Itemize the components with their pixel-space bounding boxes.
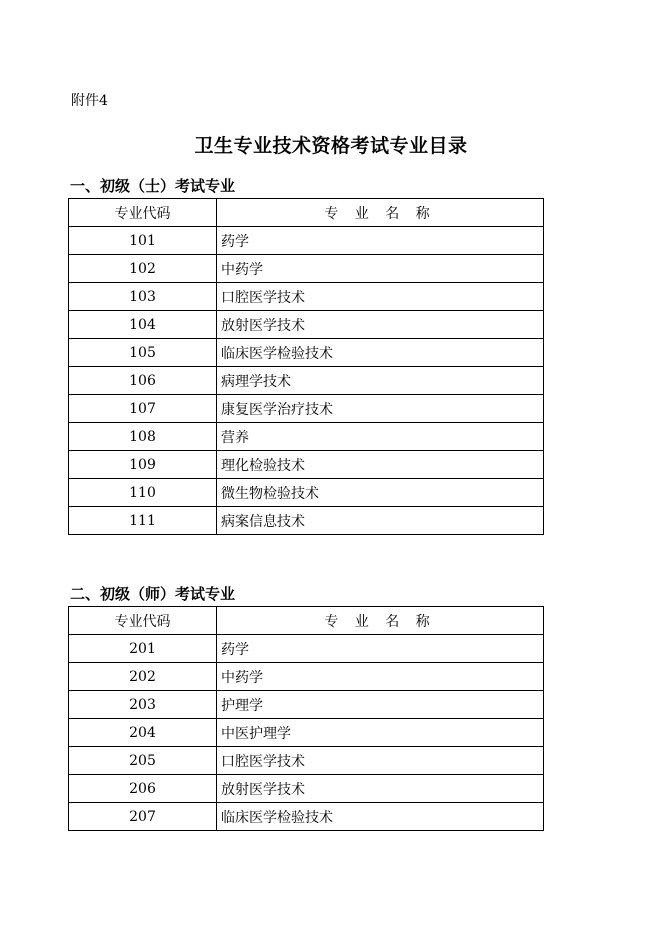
column-header-name: 专 业 名 称 [217, 199, 544, 227]
specialty-code: 102 [69, 255, 217, 283]
document-title: 卫生专业技术资格考试专业目录 [194, 135, 468, 157]
specialty-name: 中医护理学 [217, 719, 544, 747]
specialty-name: 中药学 [217, 255, 544, 283]
table-row [69, 479, 544, 507]
specialty-code: 103 [69, 283, 217, 311]
specialty-code: 201 [69, 635, 217, 663]
table-row [69, 663, 544, 691]
table-row [69, 311, 544, 339]
specialty-code: 111 [69, 507, 217, 535]
specialty-name: 药学 [217, 635, 544, 663]
specialty-code: 105 [69, 339, 217, 367]
specialty-code: 106 [69, 367, 217, 395]
specialty-code: 107 [69, 395, 217, 423]
specialty-name: 口腔医学技术 [217, 283, 544, 311]
specialty-name: 中药学 [217, 663, 544, 691]
specialty-name: 临床医学检验技术 [217, 803, 544, 831]
table-row [69, 423, 544, 451]
specialty-name: 微生物检验技术 [217, 479, 544, 507]
section-heading-junior-shi: 一、初级（士）考试专业 [70, 177, 236, 195]
specialty-name: 放射医学技术 [217, 311, 544, 339]
specialty-name: 临床医学检验技术 [217, 339, 544, 367]
table-header-row [69, 607, 544, 635]
table-body [69, 227, 544, 535]
table-row [69, 747, 544, 775]
specialty-code: 205 [69, 747, 217, 775]
specialty-name: 病案信息技术 [217, 507, 544, 535]
table-row [69, 691, 544, 719]
specialty-code: 104 [69, 311, 217, 339]
specialty-code: 202 [69, 663, 217, 691]
table-row [69, 635, 544, 663]
table-row [69, 339, 544, 367]
table-row [69, 451, 544, 479]
specialty-code: 206 [69, 775, 217, 803]
specialty-name: 康复医学治疗技术 [217, 395, 544, 423]
specialty-code: 110 [69, 479, 217, 507]
table-body [69, 635, 544, 831]
specialty-code: 101 [69, 227, 217, 255]
specialty-name: 护理学 [217, 691, 544, 719]
specialty-name: 放射医学技术 [217, 775, 544, 803]
specialty-name: 营养 [217, 423, 544, 451]
table-header-row [69, 199, 544, 227]
specialty-name: 口腔医学技术 [217, 747, 544, 775]
section-heading-junior-shi-2: 二、初级（师）考试专业 [70, 585, 236, 603]
column-header-name: 专 业 名 称 [217, 607, 544, 635]
table-row [69, 507, 544, 535]
table-row [69, 255, 544, 283]
specialty-code: 207 [69, 803, 217, 831]
table-row [69, 775, 544, 803]
specialty-code: 108 [69, 423, 217, 451]
specialty-name: 药学 [217, 227, 544, 255]
table-row [69, 719, 544, 747]
column-header-code: 专业代码 [69, 607, 217, 635]
table-row [69, 367, 544, 395]
attachment-label: 附件4 [71, 93, 108, 109]
column-header-code: 专业代码 [69, 199, 217, 227]
specialty-name: 理化检验技术 [217, 451, 544, 479]
specialty-code: 203 [69, 691, 217, 719]
table-row [69, 227, 544, 255]
specialty-name: 病理学技术 [217, 367, 544, 395]
specialty-code: 109 [69, 451, 217, 479]
specialty-table-junior-shi [68, 198, 544, 535]
specialty-table-junior-shi-2 [68, 606, 544, 831]
table-row [69, 283, 544, 311]
specialty-code: 204 [69, 719, 217, 747]
table-row [69, 395, 544, 423]
table-row [69, 803, 544, 831]
